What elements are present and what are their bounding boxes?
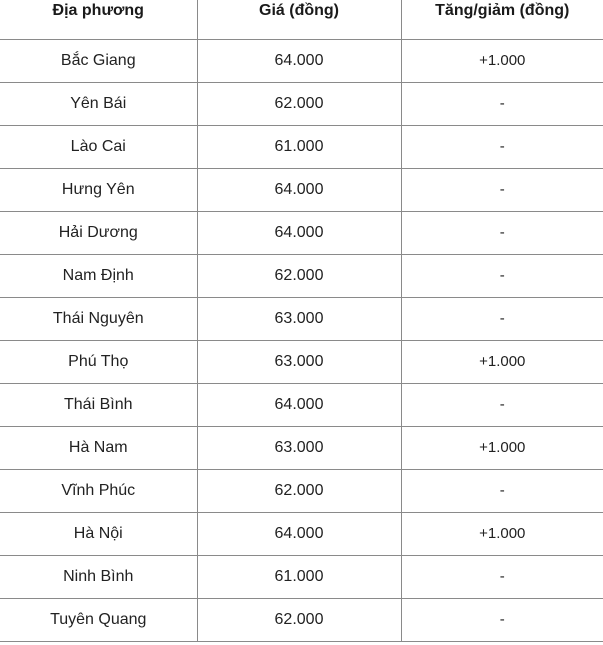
cell-change: +1.000 — [401, 39, 603, 82]
cell-locality: Lào Cai — [0, 125, 197, 168]
cell-change: +1.000 — [401, 340, 603, 383]
cell-locality: Hà Nam — [0, 426, 197, 469]
cell-change: - — [401, 383, 603, 426]
cell-locality: Nam Định — [0, 254, 197, 297]
cell-locality: Hưng Yên — [0, 168, 197, 211]
cell-price: 63.000 — [197, 340, 401, 383]
table-row — [0, 555, 603, 598]
cell-change: - — [401, 254, 603, 297]
table-row — [0, 297, 603, 340]
cell-price: 64.000 — [197, 383, 401, 426]
cell-change: - — [401, 82, 603, 125]
cell-price: 63.000 — [197, 297, 401, 340]
cell-change: - — [401, 555, 603, 598]
cell-locality: Yên Bái — [0, 82, 197, 125]
cell-price: 63.000 — [197, 426, 401, 469]
header-price: Giá (đồng) — [197, 0, 401, 39]
cell-price: 64.000 — [197, 168, 401, 211]
cell-locality: Ninh Bình — [0, 555, 197, 598]
cell-locality: Tuyên Quang — [0, 598, 197, 641]
cell-price: 62.000 — [197, 82, 401, 125]
cell-change: - — [401, 469, 603, 512]
cell-change: - — [401, 211, 603, 254]
cell-locality: Hà Nội — [0, 512, 197, 555]
cell-change: +1.000 — [401, 512, 603, 555]
cell-change: +1.000 — [401, 426, 603, 469]
table-row — [0, 426, 603, 469]
cell-price: 62.000 — [197, 469, 401, 512]
cell-locality: Phú Thọ — [0, 340, 197, 383]
cell-price: 61.000 — [197, 555, 401, 598]
table-row — [0, 211, 603, 254]
table-row — [0, 469, 603, 512]
table-row — [0, 168, 603, 211]
cell-price: 64.000 — [197, 211, 401, 254]
table-row — [0, 82, 603, 125]
header-locality: Địa phương — [0, 0, 197, 39]
cell-locality: Thái Bình — [0, 383, 197, 426]
header-change: Tăng/giảm (đồng) — [401, 0, 603, 39]
table-row — [0, 598, 603, 641]
cell-price: 62.000 — [197, 598, 401, 641]
table-header-row — [0, 0, 603, 39]
cell-change: - — [401, 168, 603, 211]
table-row — [0, 340, 603, 383]
table-row — [0, 512, 603, 555]
table-row — [0, 39, 603, 82]
cell-locality: Thái Nguyên — [0, 297, 197, 340]
table-row — [0, 254, 603, 297]
cell-locality: Vĩnh Phúc — [0, 469, 197, 512]
table-row — [0, 383, 603, 426]
cell-price: 61.000 — [197, 125, 401, 168]
cell-price: 64.000 — [197, 39, 401, 82]
cell-price: 62.000 — [197, 254, 401, 297]
table-row — [0, 125, 603, 168]
cell-locality: Hải Dương — [0, 211, 197, 254]
cell-price: 64.000 — [197, 512, 401, 555]
cell-locality: Bắc Giang — [0, 39, 197, 82]
cell-change: - — [401, 125, 603, 168]
cell-change: - — [401, 598, 603, 641]
cell-change: - — [401, 297, 603, 340]
